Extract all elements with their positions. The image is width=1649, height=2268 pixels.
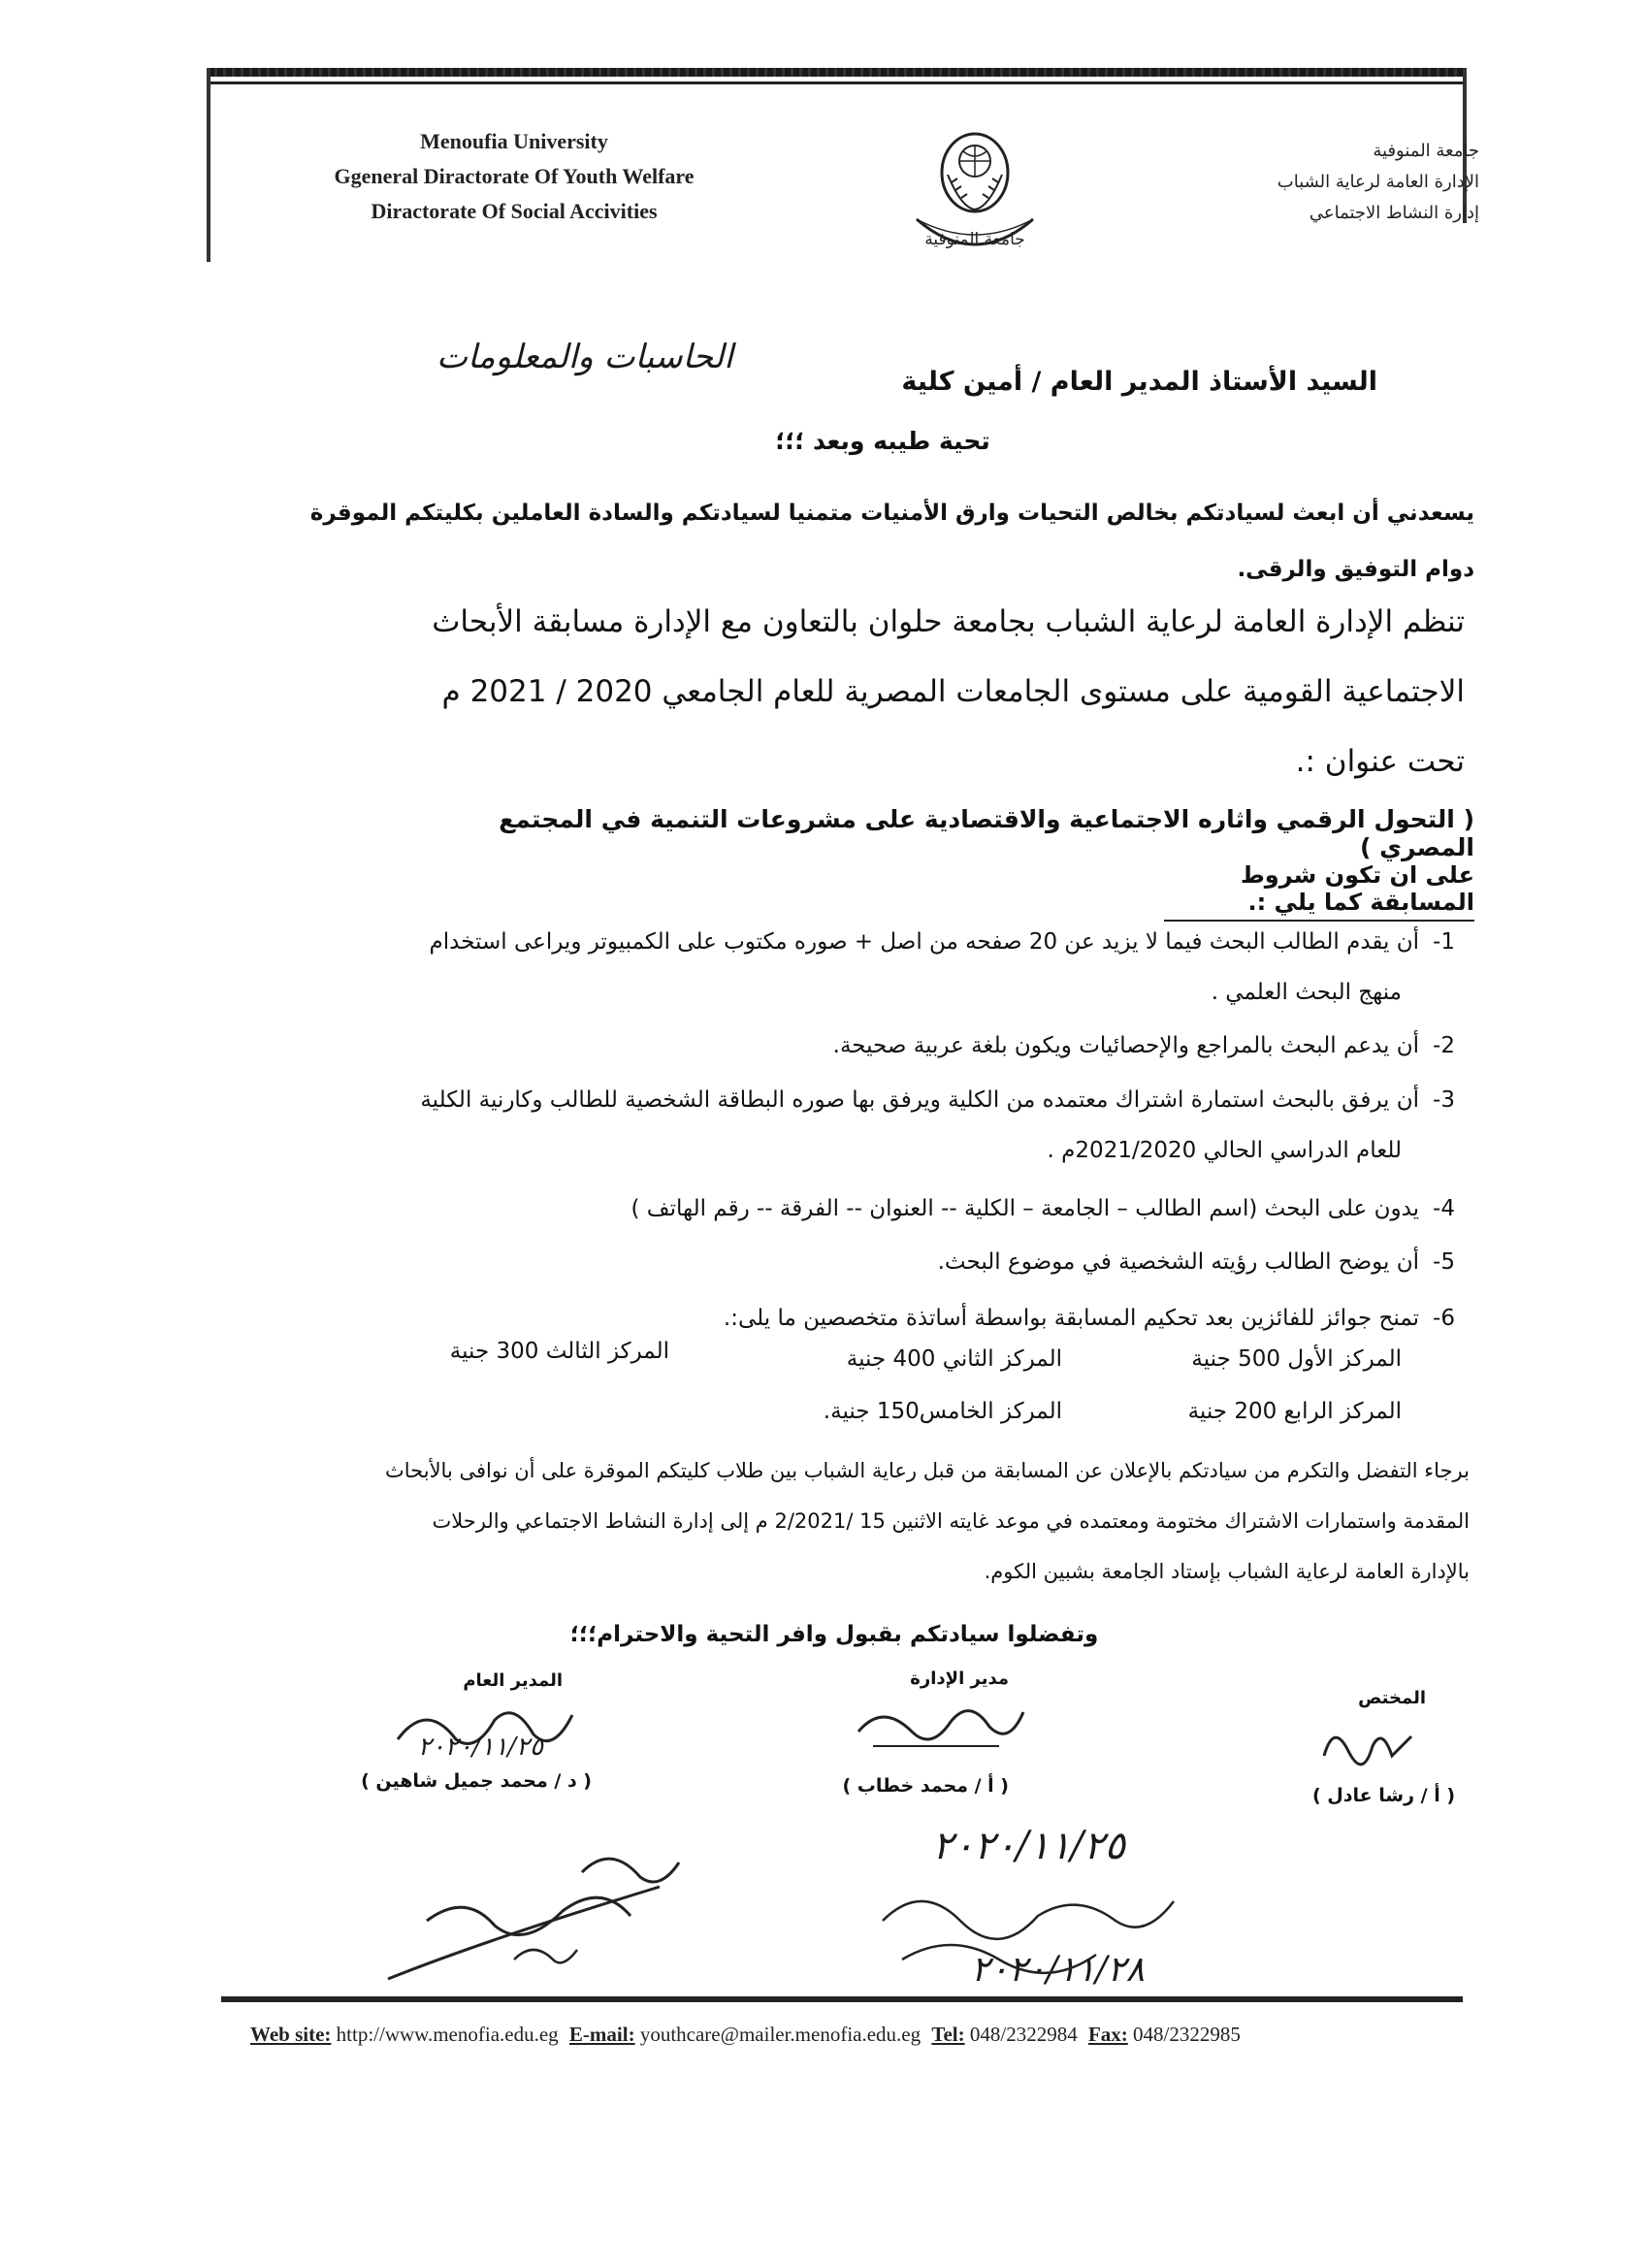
condition-text: أن يرفق بالبحث استمارة اشتراك معتمده من الكلية ويرفق بها صوره البطاقة الشخصية للطالب وكارنية الكلية [420,1087,1420,1113]
footer-website-link[interactable]: http://www.menofia.edu.eg [336,2023,559,2046]
condition-item [238,1021,1455,1071]
handwritten-date-middle: ٢٠٢٠/١١/٢٥ [932,1824,1125,1868]
closing-line: بالإدارة العامة لرعاية الشباب بإستاد الجامعة بشبين الكوم. [984,1560,1470,1583]
condition-number: 4- [1433,1196,1455,1221]
signature-title-director: المدير العام [463,1670,563,1691]
prize-fifth: المركز الخامس150 جنية. [823,1399,1062,1424]
closing-paragraph [165,1445,1470,1597]
addressee-printed: السيد الأستاذ المدير العام / أمين كلية [901,367,1377,397]
directorate-name-en: Ggeneral Diractorate Of Youth Welfare [334,164,695,188]
condition-number: 2- [1433,1033,1455,1058]
announcement-line: تحت عنوان :. [1295,744,1465,779]
directorate-name-ar: الإدارة العامة لرعاية الشباب [1277,172,1479,192]
closing-line: المقدمة واستمارات الاشتراك مختومة ومعتمده في موعد غايته الاثنين 15 /2/2021 م إلى إدارة النشاط الاجتماعي والرحلات [432,1509,1470,1533]
prize-fourth: المركز الرابع 200 جنية [1187,1399,1402,1424]
footer-tel: 048/2322984 [969,2023,1078,2046]
condition-number: 1- [1433,929,1455,955]
footer-contacts [250,2023,1482,2047]
seal-text: جامعة المنوفية [924,230,1025,249]
condition-item [238,1075,1455,1176]
salutation: وتفضلوا سيادتكم بقبول وافر التحية والاحترام؛؛؛ [569,1622,1099,1647]
footer-fax: 048/2322985 [1133,2023,1241,2046]
announcement-line: تنظم الإدارة العامة لرعاية الشباب بجامعة حلوان بالتعاون مع الإدارة مسابقة الأبحاث [432,604,1465,639]
conditions-title: على ان تكون شروط المسابقة كما يلي :. [1164,861,1474,922]
condition-item [238,1183,1455,1234]
prize-second: المركز الثاني 400 جنية [846,1346,1062,1372]
signature-name-specialist: ( أ / رشا عادل ) [1312,1785,1455,1806]
intro-line: يسعدني أن ابعث لسيادتكم بخالص التحيات وارق الأمنيات متمنيا لسيادتكم والسادة العاملين بكليتكم الموقرة [309,501,1474,526]
signature-title-specialist: المختص [1358,1688,1426,1708]
footer-tel-label: Tel: [931,2023,965,2046]
closing-line: برجاء التفضل والتكرم من سيادتكم بالإعلان عن المسابقة من قبل رعاية الشباب بين طلاب كليتكم الموقرة على أن نوافى بالأبحاث [385,1459,1470,1482]
condition-text-continued: للعام الدراسي الحالي 2021/2020م . [1047,1138,1402,1163]
top-border [209,68,1465,77]
left-border [207,68,210,262]
condition-item [238,917,1455,1018]
signature-manager [854,1693,1028,1769]
header-arabic [1188,136,1479,229]
signature-name-manager: ( أ / محمد خطاب ) [842,1775,1009,1797]
prize-third: المركز الثالث 300 جنية [449,1339,669,1364]
signature-title-manager: مدير الإدارة [910,1669,1009,1689]
footer-fax-label: Fax: [1087,2023,1128,2046]
footer-web-label: Web site: [250,2023,332,2046]
department-name-en: Diractorate Of Social Accivities [371,199,658,223]
handwritten-date-left: ٢٠٢٠/١١/٢٥ [417,1733,543,1762]
university-seal [878,114,1072,260]
signature-name-director: ( د / محمد جميل شاهين ) [361,1770,592,1792]
condition-item [238,1237,1455,1287]
prize-first: المركز الأول 500 جنية [1191,1346,1402,1372]
condition-text: تمنح جوائز للفائزين بعد تحكيم المسابقة بواسطة أساتذة متخصصين ما يلى:. [723,1306,1420,1331]
announcement-line: الاجتماعية القومية على مستوى الجامعات المصرية للعام الجامعي 2020 / 2021 م [441,674,1465,709]
condition-number: 6- [1433,1306,1455,1331]
condition-item [238,1293,1455,1344]
university-name-en: Menoufia University [420,129,608,153]
research-topic: ( التحول الرقمي واثاره الاجتماعية والاقتصادية على مشروعات التنمية في المجتمع المصري ) [499,805,1474,861]
signature-specialist [1314,1717,1421,1784]
condition-number: 3- [1433,1087,1455,1113]
addressee [417,338,1377,396]
condition-text: أن يوضح الطالب رؤيته الشخصية في موضوع البحث. [937,1249,1420,1275]
university-name-ar: جامعة المنوفية [1373,141,1479,161]
handwritten-annotation-middle [863,1863,1193,1989]
condition-text-continued: منهج البحث العلمي . [1211,980,1402,1005]
condition-number: 5- [1433,1249,1455,1275]
addressee-handwritten: الحاسبات والمعلومات [436,338,733,376]
condition-text: أن يقدم الطالب البحث فيما لا يزيد عن 20 صفحه من اصل + صوره مكتوب على الكمبيوتر ويراعى استخدام [429,929,1420,955]
header-english [262,124,766,229]
handwritten-date-bottom: ٢٠٢٠/١١/٢٨ [971,1950,1145,1990]
department-name-ar: إدارة النشاط الاجتماعي [1309,203,1479,223]
handwritten-annotation-left [369,1833,718,1989]
intro-line: دوام التوفيق والرقى. [1237,557,1474,582]
announcement-paragraph [301,587,1465,796]
footer-email-link[interactable]: youthcare@mailer.menofia.edu.eg [639,2023,922,2046]
greeting: تحية طيبه وبعد ؛؛؛ [775,427,990,455]
intro-paragraph [281,485,1474,598]
condition-text: يدون على البحث (اسم الطالب – الجامعة – الكلية -- العنوان -- الفرقة -- رقم الهاتف ) [630,1196,1420,1221]
top-border-line [209,81,1465,84]
footer-email-label: E-mail: [568,2023,635,2046]
bottom-border [221,1996,1463,2002]
condition-text: أن يدعم البحث بالمراجع والإحصائيات ويكون بلغة عربية صحيحة. [832,1033,1420,1058]
